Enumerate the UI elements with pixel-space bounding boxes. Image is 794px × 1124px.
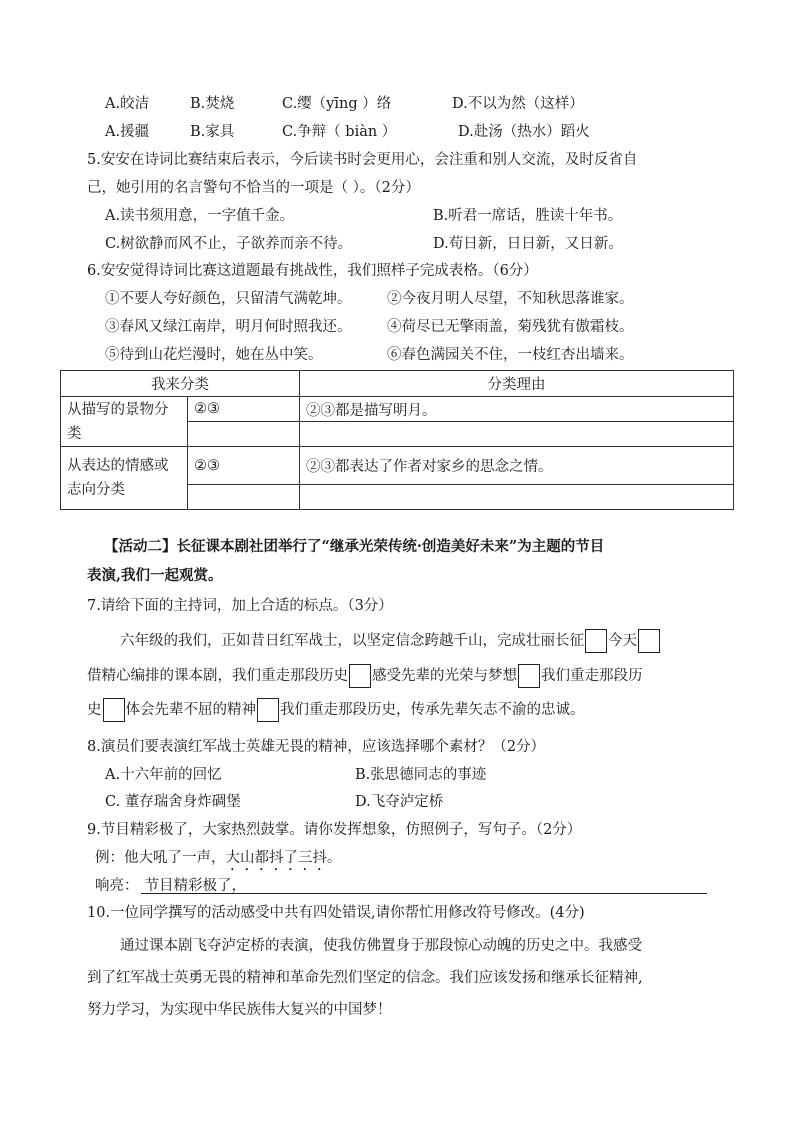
q8-option: A.十六年前的回忆 bbox=[105, 767, 222, 783]
group2-reason: ②③都表达了作者对家乡的思念之情。 bbox=[300, 447, 734, 485]
q4-option: B.家具 bbox=[190, 124, 235, 140]
q7-text: 借精心编排的课本剧，我们重走那段历史 bbox=[87, 668, 348, 684]
q7-passage bbox=[120, 629, 661, 653]
q9-answer-label: 响亮： bbox=[95, 878, 139, 894]
q5-option: B.听君一席话，胜读十年书。 bbox=[433, 208, 623, 224]
group1-reason: ②③都是描写明月。 bbox=[300, 397, 734, 422]
q10-stem: 10.一位同学撰写的活动感受中共有四处错误,请你帮忙用修改符号修改。(4分) bbox=[87, 905, 585, 921]
q7-text: 体会先辈不屈的精神 bbox=[125, 702, 256, 718]
punctuation-box[interactable] bbox=[103, 698, 125, 722]
q4-option: A.援疆 bbox=[105, 124, 150, 140]
q5-option: C.树欲静而风不止，子欲养而亲不待。 bbox=[105, 236, 353, 252]
group1-label: 从描写的景物分类 bbox=[61, 397, 188, 447]
q7-text: 我们重走那段历 bbox=[541, 668, 643, 684]
q4-option: C.缨（yīng ）络 bbox=[282, 96, 392, 112]
q7-text: 六年级的我们，正如昔日红军战士，以坚定信念跨越千山，完成壮丽长征 bbox=[120, 633, 584, 649]
q4-option: D.不以为然（这样） bbox=[452, 96, 584, 112]
table-header-classify: 我来分类 bbox=[61, 371, 300, 397]
group1-reason-answer-cell[interactable] bbox=[300, 422, 734, 447]
q7-text: 感受先辈的光荣与梦想 bbox=[372, 668, 517, 684]
group1-answer-cell[interactable] bbox=[188, 422, 300, 447]
q6-poem: ①不要人夸好颜色，只留清气满乾坤。 bbox=[105, 291, 352, 307]
group2-example: ②③ bbox=[188, 447, 300, 485]
q5-option: D.苟日新，日日新，又日新。 bbox=[433, 236, 623, 252]
q6-poem: ③春风又绿江南岸，明月何时照我还。 bbox=[105, 319, 352, 335]
q8-stem: 8.演员们要表演红军战士英雄无畏的精神，应该选择哪个素材？（2分） bbox=[87, 739, 546, 755]
q8-option: D.飞夺泸定桥 bbox=[355, 794, 444, 810]
punctuation-box[interactable] bbox=[518, 664, 540, 688]
q7-passage bbox=[87, 664, 643, 688]
q5-option: A.读书须用意，一字值千金。 bbox=[105, 208, 295, 224]
q10-passage: 通过课本剧飞夺泸定桥的表演，使我仿佛置身于那段惊心动魄的历史之中。我感受 bbox=[120, 938, 642, 954]
group2-answer-cell[interactable] bbox=[188, 485, 300, 510]
q4-option: D.赴汤（热水）蹈火 bbox=[458, 124, 590, 140]
q10-passage: 到了红军战士英勇无畏的精神和革命先烈们坚定的信念。我们应该发扬和继承长征精神, bbox=[87, 970, 643, 986]
q4-option: A.皎洁 bbox=[105, 96, 150, 112]
q5-stem: 己，她引用的名言警句不恰当的一项是（ ）。（2分） bbox=[87, 180, 420, 196]
punctuation-box[interactable] bbox=[585, 629, 607, 653]
group2-reason-answer-cell[interactable] bbox=[300, 485, 734, 510]
q9-example-prefix: 例：他大吼了一声， bbox=[95, 850, 226, 866]
group1-example: ②③ bbox=[188, 397, 300, 422]
q9-stem: 9.节目精彩极了，大家热烈鼓掌。请你发挥想象，仿照例子，写句子。（2分） bbox=[87, 822, 582, 838]
q7-passage bbox=[87, 698, 585, 722]
q6-poem: ⑤待到山花烂漫时，她在丛中笑。 bbox=[105, 347, 323, 363]
q9-answer-text: 节目精彩极了， bbox=[144, 878, 246, 894]
q7-text: 今天 bbox=[608, 633, 637, 649]
q7-text: 我们重走那段历史，传承先辈矢志不渝的忠诚。 bbox=[280, 702, 585, 718]
group2-label: 从表达的情感或志向分类 bbox=[61, 447, 188, 510]
q10-passage: 努力学习，为实现中华民族伟大复兴的中国梦！ bbox=[87, 1002, 392, 1018]
punctuation-box[interactable] bbox=[638, 629, 660, 653]
activity2-title: 表演,我们一起观赏。 bbox=[87, 567, 223, 584]
q9-example-end: 。 bbox=[327, 850, 342, 866]
punctuation-box[interactable] bbox=[257, 698, 279, 722]
q6-poem: ④荷尽已无擎雨盖，菊残犹有傲霜枝。 bbox=[387, 319, 634, 335]
q6-stem: 6.安安觉得诗词比赛这道题最有挑战性，我们照样子完成表格。（6分） bbox=[87, 263, 538, 279]
q7-text: 史 bbox=[87, 702, 102, 718]
table-header-reason: 分类理由 bbox=[300, 371, 734, 397]
classification-table bbox=[60, 370, 734, 510]
q9-example-dotted: 大山都抖了三抖 bbox=[225, 850, 327, 866]
q8-option: C. 董存瑞舍身炸碉堡 bbox=[105, 794, 241, 810]
q9-example bbox=[95, 849, 342, 874]
q5-stem: 5.安安在诗词比赛结束后表示，今后读书时会更用心，会注重和别人交流，及时反省自 bbox=[87, 152, 638, 168]
q8-option: B.张思德同志的事迹 bbox=[355, 767, 487, 783]
q6-poem: ②今夜月明人尽望，不知秋思落谁家。 bbox=[387, 291, 634, 307]
activity2-title: 【活动二】长征课本剧社团举行了“继承光荣传统·创造美好未来”为主题的节目 bbox=[104, 538, 605, 555]
punctuation-box[interactable] bbox=[349, 664, 371, 688]
q4-option: C.争辩（ biàn ） bbox=[282, 124, 397, 140]
answer-line[interactable] bbox=[141, 893, 707, 894]
q7-stem: 7.请给下面的主持词，加上合适的标点。（3分） bbox=[87, 598, 393, 614]
q4-option: B.焚烧 bbox=[190, 96, 235, 112]
q6-poem: ⑥春色满园关不住，一枝红杏出墙来。 bbox=[387, 347, 634, 363]
